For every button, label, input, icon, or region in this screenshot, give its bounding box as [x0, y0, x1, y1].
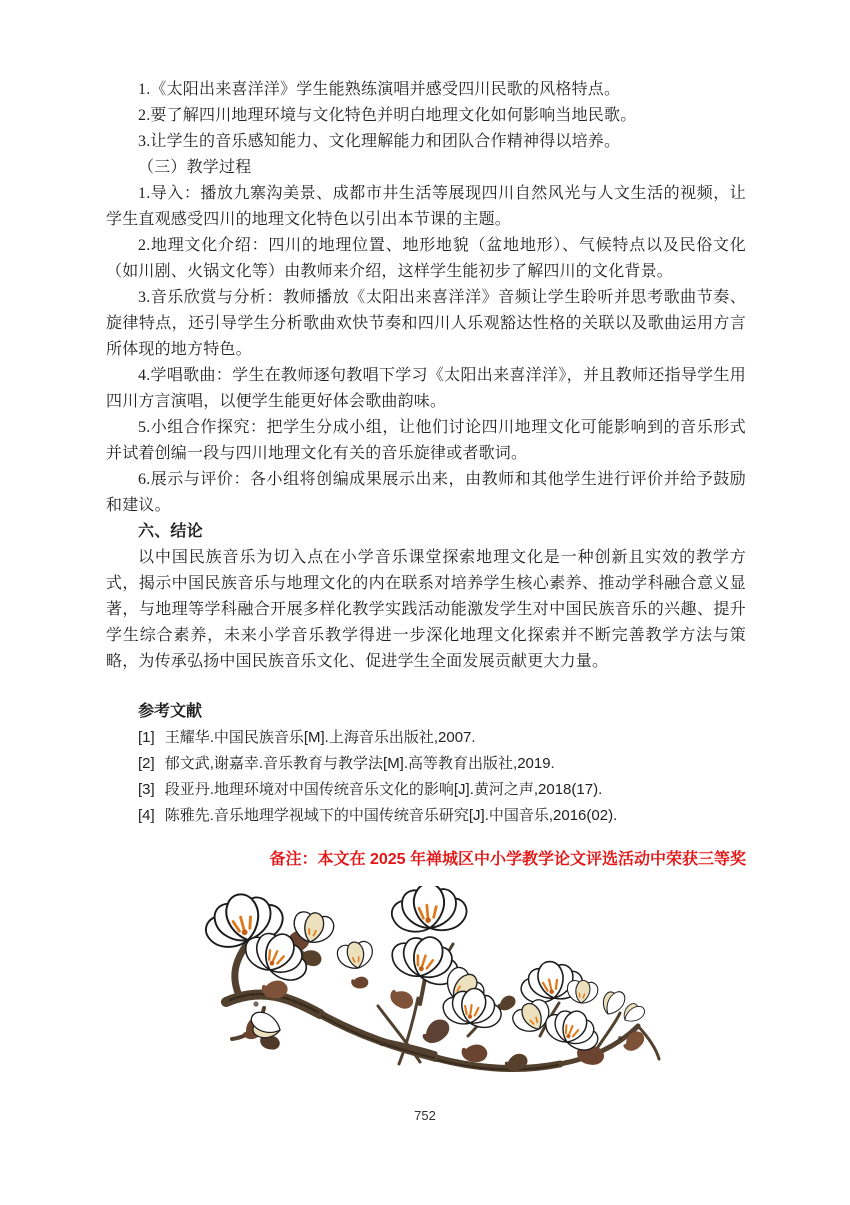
paragraph: 6.展示与评价：各小组将创编成果展示出来，由教师和其他学生进行评价并给予鼓励和建议。	[106, 471, 746, 514]
reference-label: [2]	[138, 755, 155, 772]
paragraph: 2.要了解四川地理环境与文化特色并明白地理文化如何影响当地民歌。	[138, 107, 637, 124]
award-note: 备注：本文在 2025 年禅城区中小学教学论文评选活动中荣获三等奖	[269, 851, 746, 868]
paragraph: 4.学唱歌曲：学生在教师逐句教唱下学习《太阳出来喜洋洋》，并且教师还指导学生用四川方言演唱，以便学生能更好体会歌曲韵味。	[106, 367, 746, 410]
references-heading: 参考文献	[138, 703, 203, 720]
paragraph: 5.小组合作探究：把学生分成小组，让他们讨论四川地理文化可能影响到的音乐形式并试着创编一段与四川地理文化有关的音乐旋律或者歌词。	[106, 419, 746, 462]
reference-text: 陈雅先.音乐地理学视域下的中国传统音乐研究[J].中国音乐,2016(02).	[164, 807, 618, 824]
reference-item	[138, 751, 746, 777]
reference-item	[138, 777, 746, 803]
magnolia-ink-painting	[168, 886, 692, 1094]
paragraph: （三）教学过程	[138, 159, 252, 176]
page-number: 752	[414, 1108, 436, 1123]
reference-text: 王耀华.中国民族音乐[M].上海音乐出版社,2007.	[164, 729, 476, 746]
paragraph: 1.导入：播放九寨沟美景、成都市井生活等展现四川自然风光与人文生活的视频，让学生直观感受四川的地理文化特色以引出本节课的主题。	[106, 185, 746, 228]
reference-label: [3]	[138, 781, 155, 798]
magnolia-blossoms	[193, 886, 649, 1062]
paragraph: 以中国民族音乐为切入点在小学音乐课堂探索地理文化是一种创新且实效的教学方式，揭示中国民族音乐与地理文化的内在联系对培养学生核心素养、推动学科融合意义显著，与地理等学科融合开展多样化教学实践活动能激发学生对中国民族音乐的兴趣、提升学生综合素养，未来小学音乐教学得进一步深化地理文化探索并不断完善教学方法与策略，为传承弘扬中国民族音乐文化、促进学生全面发展贡献更大力量。	[106, 549, 746, 670]
page-content	[106, 77, 746, 873]
reference-label: [1]	[138, 729, 155, 746]
paragraph: 2.地理文化介绍：四川的地理位置、地形地貌（盆地地形）、气候特点以及民俗文化（如川剧、火锅文化等）由教师来介绍，这样学生能初步了解四川的文化背景。	[106, 237, 746, 280]
paragraph: 3.让学生的音乐感知能力、文化理解能力和团队合作精神得以培养。	[138, 133, 621, 150]
paragraph: 1.《太阳出来喜洋洋》学生能熟练演唱并感受四川民歌的风格特点。	[138, 81, 621, 98]
paragraph: 3.音乐欣赏与分析：教师播放《太阳出来喜洋洋》音频让学生聆听并思考歌曲节奏、旋律特点，还引导学生分析歌曲欢快节奏和四川人乐观豁达性格的关联以及歌曲运用方言所体现的地方特色。	[106, 289, 746, 358]
references-list	[106, 725, 746, 829]
reference-text: 郁文武,谢嘉幸.音乐教育与教学法[M].高等教育出版社,2019.	[164, 755, 555, 772]
reference-label: [4]	[138, 807, 155, 824]
reference-text: 段亚丹.地理环境对中国传统音乐文化的影响[J].黄河之声,2018(17).	[164, 781, 603, 798]
reference-item	[138, 803, 746, 829]
body-text	[106, 77, 746, 675]
section-heading: 六、结论	[138, 523, 203, 540]
reference-item	[138, 725, 746, 751]
